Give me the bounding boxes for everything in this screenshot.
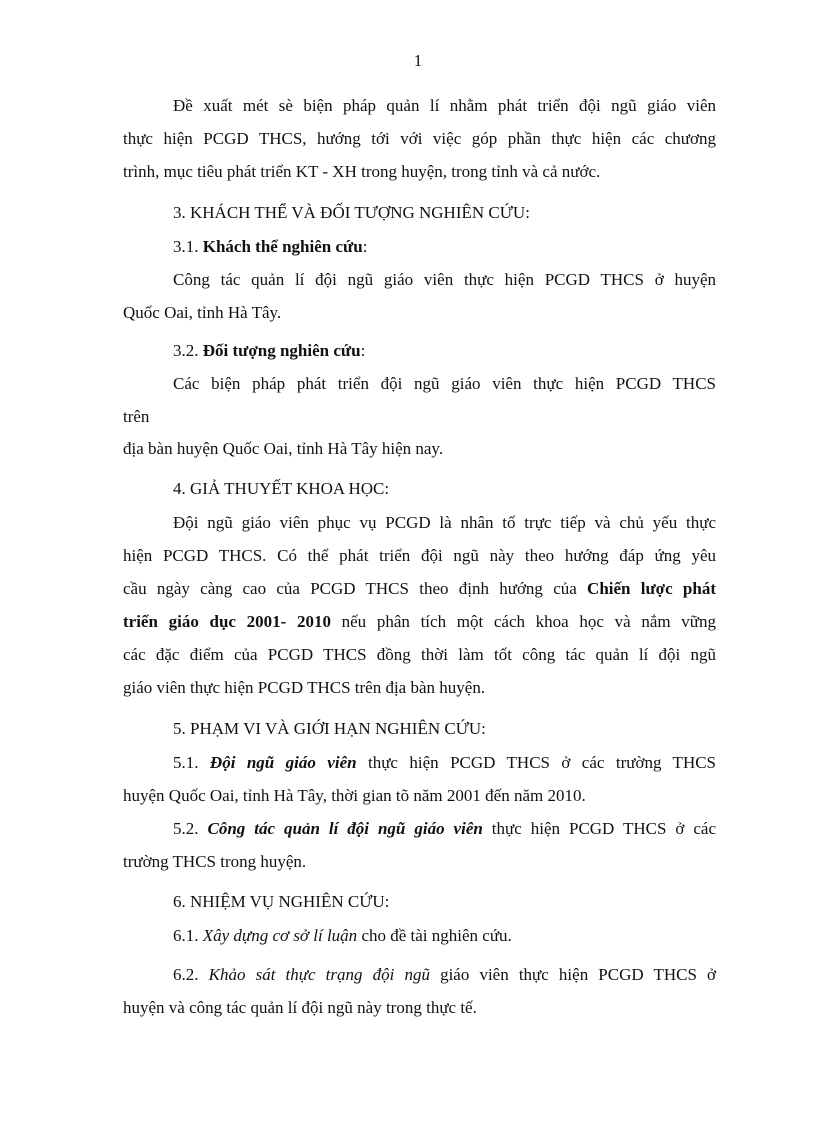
scope-5-1-line-2: huyện Quốc Oai, tỉnh Hà Tây, thời gian tõ năm 2001 đến năm 2010.: [123, 786, 586, 805]
subsection-3-1-title: 3.1. Khách thể nghiên cứu:: [173, 237, 368, 256]
section-3-heading: 3. KHÁCH THỂ VÀ ĐỐI TƯỢNG NGHIÊN CỨU:: [173, 203, 530, 222]
scope-5-2-line-2: trường THCS trong huyện.: [123, 852, 307, 871]
subsection-3-2-title: 3.2. Đối tượng nghiên cứu:: [173, 341, 366, 360]
intro-line-3: trình, mục tiêu phát triển KT - XH trong huyện, trong tỉnh và cả nước.: [123, 162, 601, 181]
section-5-heading: 5. PHẠM VI VÀ GIỚI HẠN NGHIÊN CỨU:: [173, 719, 486, 738]
section-6-heading: 6. NHIỆM VỤ NGHIÊN CỨU:: [173, 892, 390, 911]
hypothesis-line-1: Đội ngũ giáo viên phục vụ PCGD là nhân tố trực tiếp và chủ yếu thực: [173, 513, 716, 532]
scope-5-2-line-1: 5.2. Công tác quản lí đội ngũ giáo viên thực hiện PCGD THCS ở các: [173, 819, 717, 838]
subsection-3-1-line-1: Công tác quản lí đội ngũ giáo viên thực hiện PCGD THCS ở huyện: [173, 270, 716, 289]
hypothesis-line-5: các đặc điểm của PCGD THCS đồng thời làm tốt công tác quản lí đội ngũ: [123, 645, 716, 664]
task-6-2-line-2: huyện và công tác quản lí đội ngũ này trong thực tế.: [123, 998, 477, 1017]
subsection-3-2-line-1: Các biện pháp phát triển đội ngũ giáo viên thực hiện PCGD THCS: [173, 374, 716, 393]
subsection-3-1-line-2: Quốc Oai, tỉnh Hà Tây.: [123, 303, 282, 322]
section-4-heading: 4. GIẢ THUYẾT KHOA HỌC:: [173, 479, 390, 498]
hypothesis-line-3: cầu ngày càng cao của PCGD THCS theo định hướng của Chiến lược phát: [123, 579, 716, 598]
intro-line-1: Đề xuất mét sè biện pháp quản lí nhằm phát triển đội ngũ giáo viên: [173, 96, 716, 115]
page-number: 1: [413, 51, 423, 70]
scope-5-1-line-1: 5.1. Đội ngũ giáo viên thực hiện PCGD THCS ở các trường THCS: [173, 753, 717, 772]
hypothesis-line-2: hiện PCGD THCS. Có thể phát triển đội ngũ này theo hướng đáp ứng yêu: [123, 546, 716, 565]
subsection-3-2-line-2: trên: [123, 407, 150, 426]
hypothesis-line-6: giáo viên thực hiện PCGD THCS trên địa bàn huyện.: [123, 678, 486, 697]
task-6-1: 6.1. Xây dựng cơ sở lí luận cho đề tài nghiên cứu.: [173, 926, 512, 945]
task-6-2-line-1: 6.2. Khảo sát thực trạng đội ngũ giáo viên thực hiện PCGD THCS ở: [173, 965, 717, 984]
subsection-3-2-line-3: địa bàn huyện Quốc Oai, tỉnh Hà Tây hiện nay.: [123, 439, 444, 458]
intro-line-2: thực hiện PCGD THCS, hướng tới với việc góp phần thực hiện các chương: [123, 129, 716, 148]
hypothesis-line-4: triển giáo dục 2001- 2010 nếu phân tích một cách khoa học và nắm vững: [123, 612, 716, 631]
